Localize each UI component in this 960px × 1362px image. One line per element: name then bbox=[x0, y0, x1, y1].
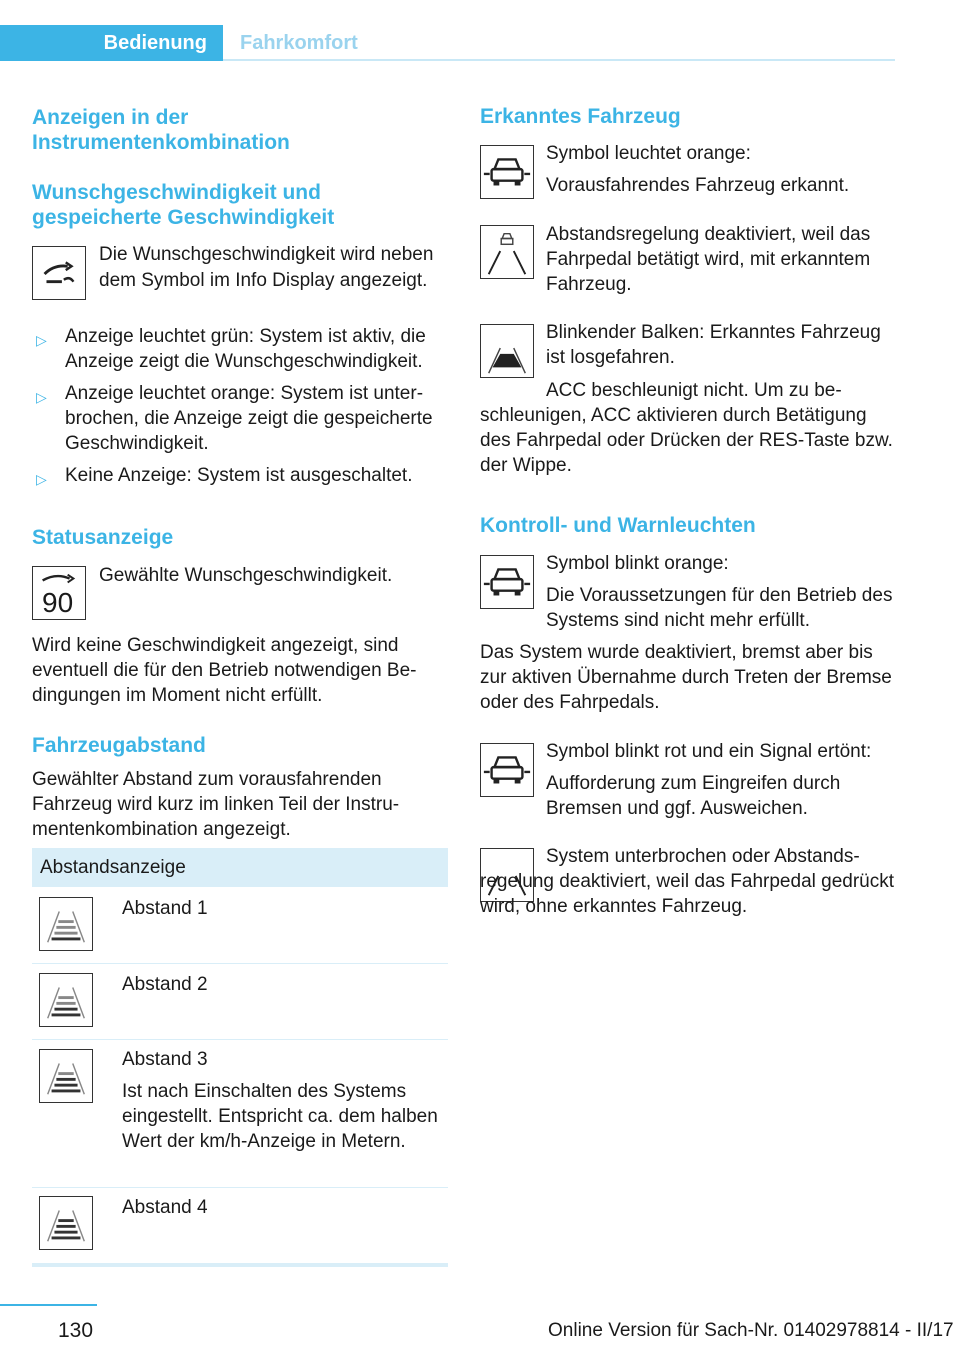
distance-4-label: Abstand 4 bbox=[122, 1197, 208, 1218]
distance-4-icon bbox=[39, 1196, 93, 1250]
abstand-heading: Fahrzeugabstand bbox=[32, 734, 206, 757]
distance-2-icon bbox=[39, 973, 93, 1027]
section-title: Anzeigen in der Instrumentenkombination bbox=[32, 106, 290, 154]
wunsch-heading: Wunschgeschwindigkeit und gespeicherte Geschwindigkeit bbox=[32, 181, 335, 229]
distance-3-label: Abstand 3 bbox=[122, 1049, 208, 1070]
kontroll-2-line1: Symbol blinkt rot und ein Signal ertönt: bbox=[546, 741, 872, 762]
page-number: 130 bbox=[58, 1319, 94, 1342]
abstand-para: Gewählter Abstand zum vorausfahrenden Fahrzeug wird kurz im linken Teil der Instrumentenkombination angezeigt. bbox=[32, 769, 400, 840]
distance-1-label: Abstand 1 bbox=[122, 898, 208, 919]
row-divider bbox=[32, 1187, 448, 1188]
header-divider bbox=[223, 59, 895, 61]
online-version-note: Online Version für Sach-Nr. 01402978814 - II/17 bbox=[548, 1320, 954, 1341]
erkannt-1-line1: Symbol leuchtet orange: bbox=[546, 143, 751, 164]
erkannt-2-text: Abstandsregelung deaktiviert, weil das Fahrpedal betätigt wird, mit erkanntem Fahrzeug. bbox=[546, 224, 871, 295]
bullet-icon: ▷ bbox=[36, 471, 47, 487]
car-departed-icon bbox=[480, 324, 534, 378]
footer-rule bbox=[0, 1304, 97, 1306]
kontroll-heading: Kontroll- und Warnleuchten bbox=[480, 514, 756, 537]
tab-bedienung[interactable]: Bedienung bbox=[0, 25, 223, 61]
kontroll-2-line2: Aufforderung zum Eingreifen durch Bremsen und ggf. Ausweichen. bbox=[546, 773, 841, 819]
row-divider bbox=[32, 963, 448, 964]
car-warning-red-icon bbox=[480, 743, 534, 797]
car-lane-icon bbox=[480, 225, 534, 279]
bullet-text-2: Anzeige leuchtet orange: System ist unterbrochen, die Anzeige zeigt die gespeicherte Geschwindigkeit. bbox=[65, 383, 433, 454]
erkannt-3-line1: Blinkender Balken: Erkanntes Fahrzeug ist losgefahren. bbox=[546, 322, 881, 368]
erkannt-3-para: ACC beschleunigt nicht. Um zu beschleunigen, ACC aktivieren durch Betätigung des Fahrpedal oder Drücken der RES-Taste bzw. der Wippe. bbox=[480, 380, 893, 476]
table-bottom-rule bbox=[32, 1263, 448, 1267]
kontroll-1-para: Das System wurde deaktiviert, bremst aber bis zur aktiven Übernahme durch Treten der Bremse oder des Fahrpedals. bbox=[480, 642, 892, 713]
bullet-text-1: Anzeige leuchtet grün: System ist aktiv, die Anzeige zeigt die Wunschgeschwindigkeit. bbox=[65, 326, 426, 372]
speed-value: 90 bbox=[42, 587, 74, 618]
distance-2-label: Abstand 2 bbox=[122, 974, 208, 995]
car-warning-orange-icon bbox=[480, 555, 534, 609]
status-heading: Statusanzeige bbox=[32, 526, 174, 549]
kontroll-3-text: System unterbrochen oder Abstandsregelung deaktiviert, weil das Fahrpedal gedrückt wird, ohne erkanntes Fahrzeug. bbox=[480, 846, 895, 917]
distance-3-note: Ist nach Einschalten des Systems eingestellt. Entspricht ca. dem halben Wert der km/h-Anzeige in Metern. bbox=[122, 1081, 438, 1152]
distance-1-icon bbox=[39, 897, 93, 951]
car-detected-icon bbox=[480, 145, 534, 199]
status-para: Wird keine Geschwindigkeit angezeigt, sind eventuell die für den Betrieb notwendigen Bedingungen im Moment nicht erfüllt. bbox=[32, 635, 417, 706]
bullet-text-3: Keine Anzeige: System ist ausgeschaltet. bbox=[65, 465, 413, 486]
kontroll-1-line1: Symbol blinkt orange: bbox=[546, 553, 729, 574]
row-divider bbox=[32, 1039, 448, 1040]
speed-display-icon bbox=[32, 566, 86, 620]
erkannt-1-line2: Vorausfahrendes Fahrzeug erkannt. bbox=[546, 175, 850, 196]
tab-fahrkomfort[interactable]: Fahrkomfort bbox=[240, 32, 358, 54]
bullet-icon: ▷ bbox=[36, 389, 47, 405]
cruise-speed-icon bbox=[32, 246, 86, 300]
kontroll-1-line2: Die Voraussetzungen für den Betrieb des Systems sind nicht mehr erfüllt. bbox=[546, 585, 893, 631]
erkannt-heading: Erkanntes Fahrzeug bbox=[480, 105, 681, 128]
table-header: Abstandsanzeige bbox=[32, 848, 448, 887]
bullet-icon: ▷ bbox=[36, 332, 47, 348]
status-text: Gewählte Wunschgeschwindigkeit. bbox=[99, 565, 393, 586]
distance-3-icon bbox=[39, 1049, 93, 1103]
wunsch-text: Die Wunschgeschwindigkeit wird neben dem Symbol im Info Display angezeigt. bbox=[99, 244, 434, 291]
